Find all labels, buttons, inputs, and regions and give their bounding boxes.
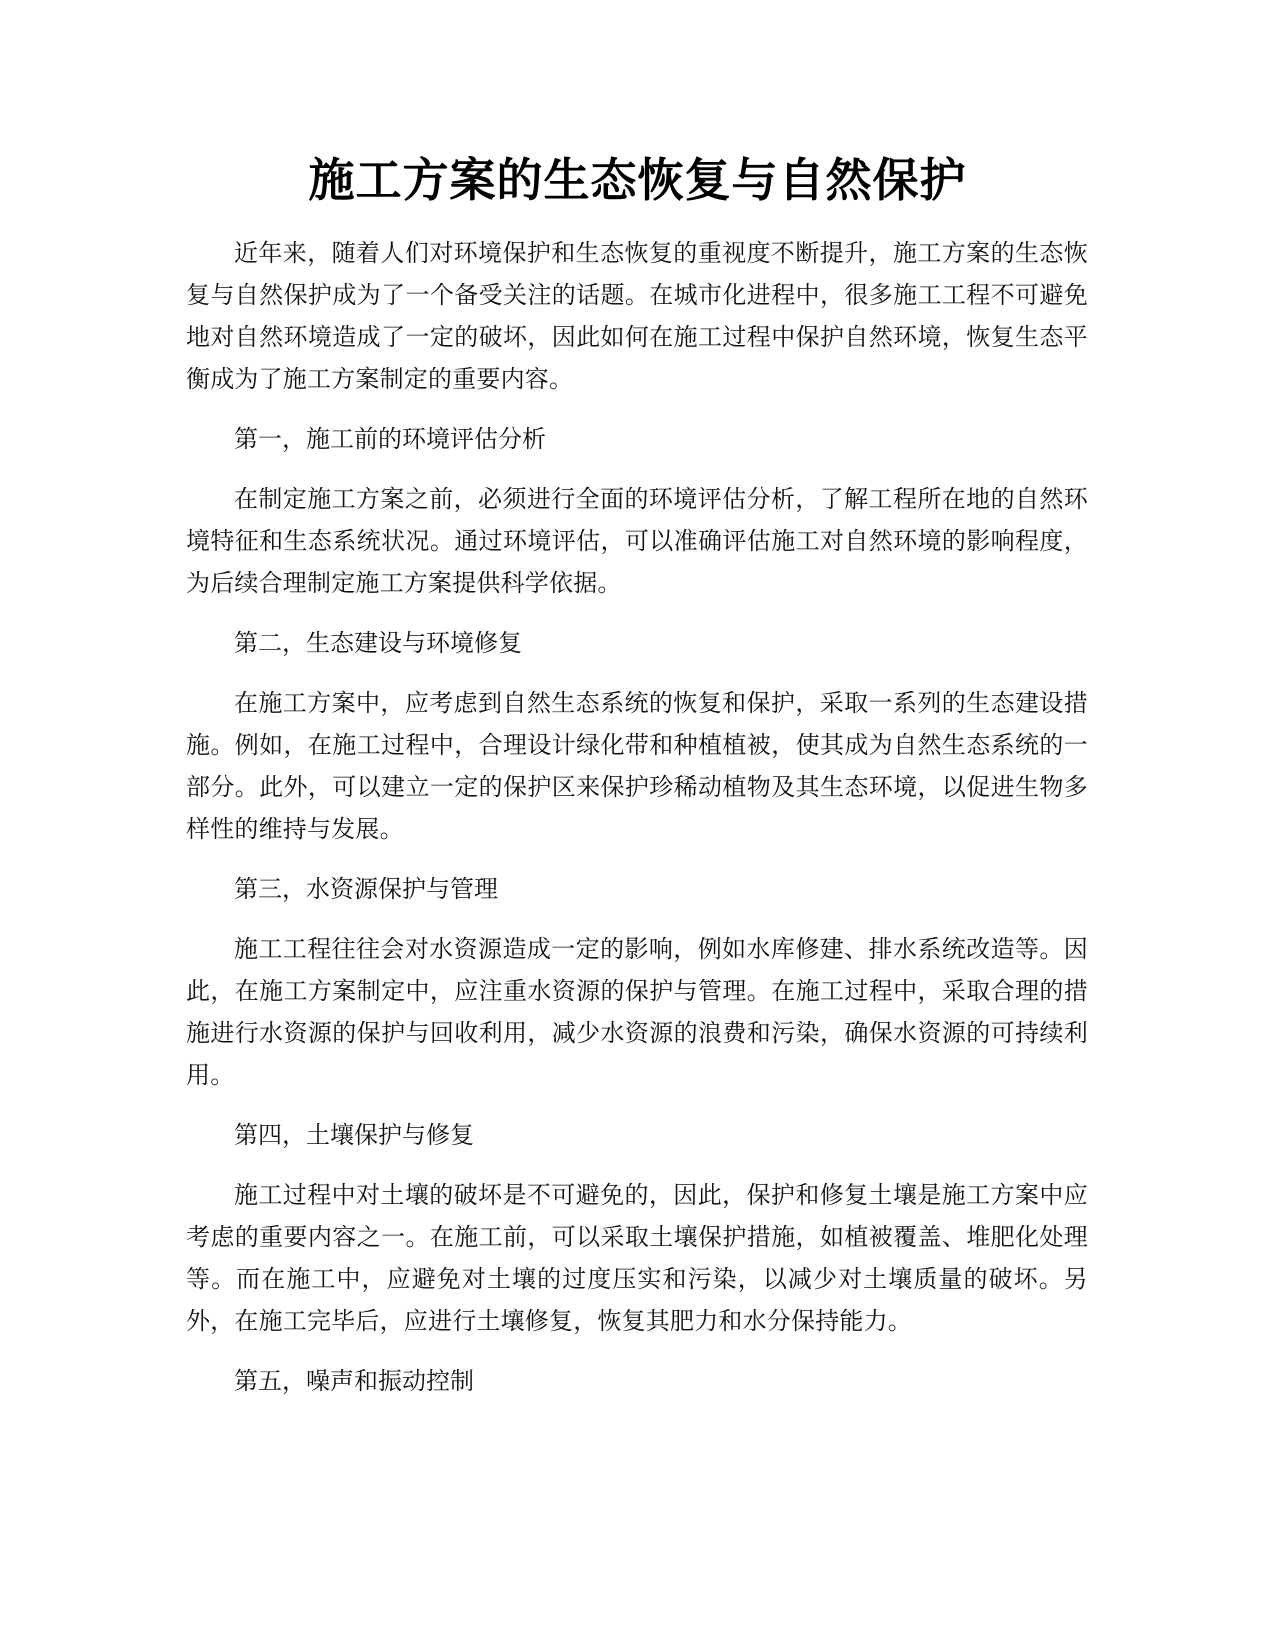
section-heading-3: 第三，水资源保护与管理 — [234, 875, 498, 903]
section-body-2: 在施工方案中，应考虑到自然生态系统的恢复和保护，采取一系列的生态建设措施。例如，在施工过程中，合理设计绿化带和种植植被，使其成为自然生态系统的一部分。此外，可以建立一定的保护区来保护珍稀动植物及其生态环境，以促进生物多样性的维持与发展。 — [186, 689, 1088, 843]
intro-paragraph: 近年来，随着人们对环境保护和生态恢复的重视度不断提升，施工方案的生态恢复与自然保护成为了一个备受关注的话题。在城市化进程中，很多施工工程不可避免地对自然环境造成了一定的破坏，因此如何在施工过程中保护自然环境，恢复生态平衡成为了施工方案制定的重要内容。 — [186, 239, 1088, 393]
section-body-4: 施工过程中对土壤的破坏是不可避免的，因此，保护和修复土壤是施工方案中应考虑的重要内容之一。在施工前，可以采取土壤保护措施，如植被覆盖、堆肥化处理等。而在施工中，应避免对土壤的过度压实和污染，以减少对土壤质量的破坏。另外，在施工完毕后，应进行土壤修复，恢复其肥力和水分保持能力。 — [186, 1181, 1088, 1335]
section-heading-5: 第五，噪声和振动控制 — [234, 1367, 474, 1395]
section-heading-1: 第一，施工前的环境评估分析 — [234, 425, 546, 453]
document-body — [186, 232, 1088, 1420]
section-body-3: 施工工程往往会对水资源造成一定的影响，例如水库修建、排水系统改造等。因此，在施工方案制定中，应注重水资源的保护与管理。在施工过程中，采取合理的措施进行水资源的保护与回收利用，减少水资源的浪费和污染，确保水资源的可持续利用。 — [186, 935, 1088, 1089]
section-body-1: 在制定施工方案之前，必须进行全面的环境评估分析，了解工程所在地的自然环境特征和生态系统状况。通过环境评估，可以准确评估施工对自然环境的影响程度，为后续合理制定施工方案提供科学依据。 — [186, 485, 1088, 597]
section-heading-4: 第四，土壤保护与修复 — [234, 1121, 474, 1149]
document-title: 施工方案的生态恢复与自然保护 — [308, 153, 967, 207]
section-heading-2: 第二，生态建设与环境修复 — [234, 629, 522, 657]
